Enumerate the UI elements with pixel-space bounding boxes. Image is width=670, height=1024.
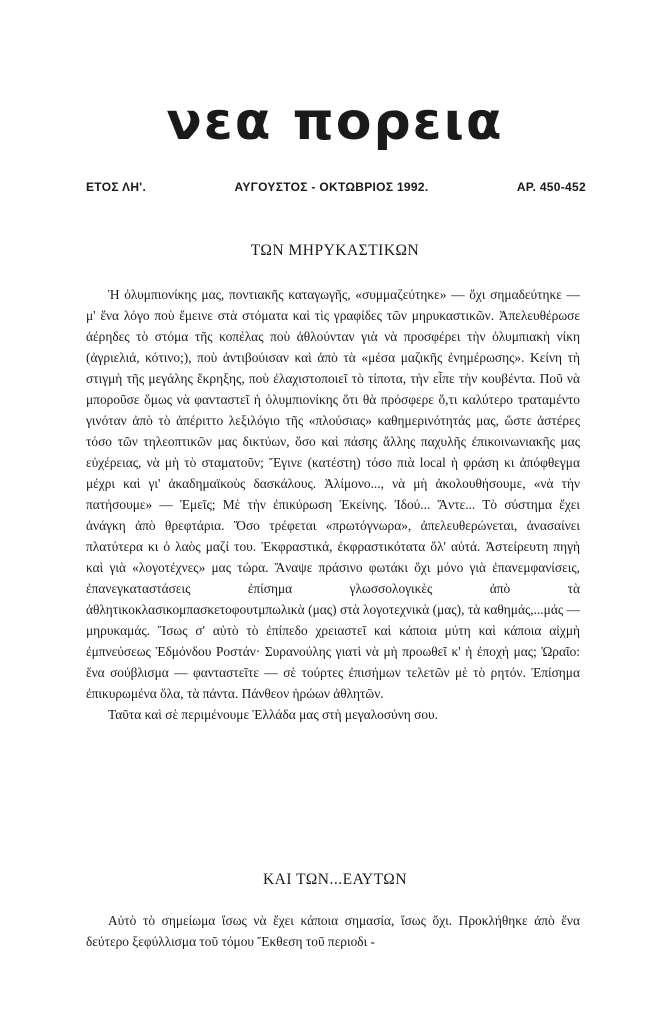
- section-title-2: ΚΑΙ ΤΩΝ...ΕΑΥΤΩΝ: [262, 871, 408, 888]
- issue-line: [86, 180, 586, 194]
- issue-months: ΑΥΓΟΥΣΤΟΣ - ΟΚΤΩΒΡΙΟΣ 1992.: [234, 180, 429, 194]
- paragraph: Ἡ ὀλυμπιονίκης μας, ποντιακῆς καταγωγῆς, «συμμαζεύτηκε» — ὄχι σημαδεύτηκε — μ' ἕνα λόγο ποὺ ἔμεινε στὰ στόματα καὶ τὶς γραφίδες τῶν μηρυκαστικῶν. Ἀπελευθέρωσε ἀέρηδες τὸ στόμα τῆς κοπέλας ποὺ ἀθλούνταν γιὰ νὰ προσφέρει τὴν ὀλυμπιακὴ νίκη (ἀγριελιά, κότινο;), ποὺ ἀντιβούισαν καὶ ἀπὸ τὰ «μέσα μαζικῆς ἐνημέρωσης». Κείνη τὴ στιγμὴ τῆς μεγάλης ἔκρηξης, ποὺ ἐλαχιστοποιεῖ τὸ τίποτα, τὴν εἶπε τὴν κουβέντα. Ποῦ νὰ μποροῦσε ὅμως νὰ φανταστεῖ ἡ ὀλυμπιονίκης ὅτι θὰ πρόσφερε ὅ,τι καλύτερο τραταμέντο γινόταν ἀπὸ τὸ ἀπέριττο λεξιλόγιο τῆς «πλούσιας» καθημερινότητάς μας, ὥστε ἀστέρες τόσο τῶν τηλεοπτικῶν μας δικτύων, ὅσο καὶ πάσης ἄλλης παχυλῆς ἐπικοινωνιακῆς μας εὐχέρειας, νὰ μὴ τὸ σταματοῦν; Ἔγινε (κατέστη) τόσο πιὰ local ἡ φράση κι ἀπόφθεγμα μέχρι καὶ γι' ἀκαδημαϊκοὺς δασκάλους. Ἀλίμονο..., νὰ μὴ ἀκολουθήσουμε, «νὰ τὴν πατήσουμε» — Ἐμεῖς; Μὲ τὴν ἐπικύρωση Ἐκείνης. Ἰδού... Ἄντε... Τὸ σύστημα ἔχει ἀνάγκη ἀπὸ θρεφτάρια. Ὅσο τρέφεται «πρωτόγνωρα», ἀπελευθερώνεται, ἀνασαίνει πλατύτερα κι ὁ λαὸς μαζί του. Ἐκφραστικά, ἐκφραστικότατα ὅλ' αὐτά. Ἀστείρευτη πηγὴ καὶ γιὰ «λογοτέχνες» μας τώρα. Ἄναψε πράσινο φωτάκι ὄχι μόνο γιὰ ἐπανεμφανίσεις, ἐπανεγκαταστάσεις ἐπίσημα γλωσσολογικὲς ἀπὸ τὰ ἀθλητικοκλασικομπασκετοφουτμπωλικὰ (μας) στὰ λογοτεχνικὰ (μας), τὰ καθημάς,...μάς — μηρυκαμάς. Ἴσως σ' αὐτὸ τὸ ἐπίπεδο χρειαστεῖ καὶ κάποια μύτη καὶ κάποια αἰχμὴ ἐμπνεύσεως Ἐδμόνδου Ροστάν· Συρανούλης γιατὶ νὰ μὴ προωθεῖ κ' ἡ ἐποχή μας; Ὡραῖο: ἕνα σούβλισμα — φανταστεῖτε — σὲ τούρτες ἐπισήμων τελετῶν μὲ τὸ ρητόν. Ἐπίσημα ἐπικυρωμένα ὅλα, τὰ πάντα. Πάνθεον ἡρώων ἀθλητῶν.: [86, 287, 580, 701]
- paragraph: Ταῦτα καὶ σὲ περιμένουμε Ἑλλάδα μας στὴ μεγαλοσύνη σου.: [108, 707, 438, 722]
- section-title-1: ΤΩΝ ΜΗΡΥΚΑΣΤΙΚΩΝ: [250, 242, 420, 259]
- masthead-title: νεα πορεια: [166, 92, 504, 152]
- section-body-2: [86, 910, 580, 952]
- issue-year: ΕΤΟΣ ΛΗ'.: [86, 180, 147, 194]
- paragraph: Αὐτὸ τὸ σημείωμα ἴσως νὰ ἔχει κάποια σημασία, ἴσως ὄχι. Προκλήθηκε ἀπὸ ἕνα δεύτερο ξεφύλλισμα τοῦ τόμου Ἔκθεση τοῦ περιοδι -: [86, 913, 580, 949]
- issue-number: ΑΡ. 450-452: [516, 180, 586, 194]
- section-body-1: [86, 284, 580, 725]
